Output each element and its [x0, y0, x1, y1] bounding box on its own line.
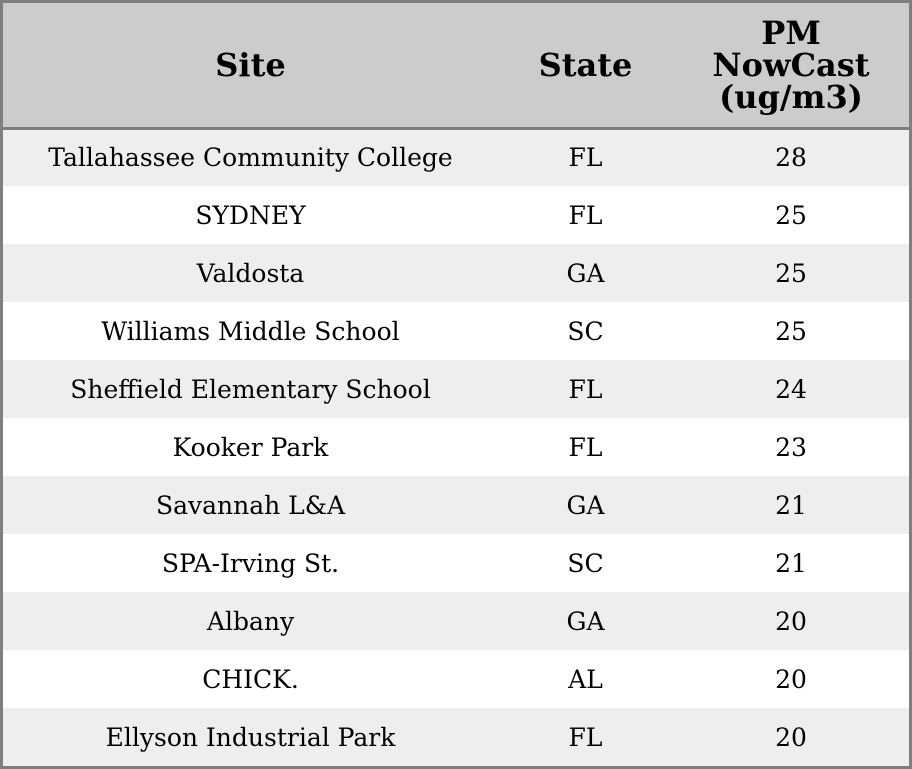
header-pm-line3: (ug/m3)	[719, 77, 863, 116]
cell-site: Tallahassee Community College	[48, 143, 453, 173]
cell-pm: 28	[775, 143, 807, 173]
cell-pm: 21	[775, 548, 807, 578]
cell-site: Albany	[206, 606, 295, 636]
cell-state: SC	[567, 548, 604, 578]
header-row	[3, 3, 909, 128]
cell-site: Savannah L&A	[155, 490, 346, 520]
cell-site: Sheffield Elementary School	[70, 374, 431, 404]
cell-pm: 23	[775, 432, 807, 462]
table-row	[3, 708, 909, 766]
cell-pm: 21	[775, 490, 807, 520]
table-header	[3, 3, 909, 128]
cell-pm: 25	[775, 316, 807, 346]
cell-site: CHICK.	[202, 664, 299, 694]
cell-site: SYDNEY	[195, 200, 306, 230]
cell-site: Kooker Park	[172, 432, 329, 462]
cell-pm: 25	[775, 200, 807, 230]
cell-state: FL	[568, 143, 603, 173]
cell-state: FL	[568, 722, 603, 752]
cell-pm: 25	[775, 258, 807, 288]
table-row	[3, 186, 909, 244]
column-header-state: State	[498, 3, 673, 128]
cell-state: AL	[568, 664, 603, 694]
cell-site: Valdosta	[196, 258, 305, 288]
table-row	[3, 128, 909, 186]
cell-state: FL	[568, 200, 603, 230]
cell-pm: 20	[775, 606, 807, 636]
cell-site: Williams Middle School	[101, 316, 400, 346]
cell-state: FL	[568, 432, 603, 462]
table-row	[3, 418, 909, 476]
cell-pm: 24	[775, 374, 807, 404]
header-pm-line1: PM	[761, 13, 821, 52]
pm-nowcast-table	[3, 3, 909, 766]
table-row	[3, 302, 909, 360]
table-row	[3, 244, 909, 302]
cell-pm: 20	[775, 664, 807, 694]
cell-state: SC	[567, 316, 604, 346]
header-pm-line2: NowCast	[712, 45, 870, 84]
cell-state: GA	[566, 258, 605, 288]
table-row	[3, 476, 909, 534]
cell-pm: 20	[775, 722, 807, 752]
table-row	[3, 592, 909, 650]
column-header-pm-nowcast	[673, 3, 909, 128]
cell-site: SPA-Irving St.	[161, 548, 340, 578]
cell-state: GA	[566, 490, 605, 520]
cell-state: FL	[568, 374, 603, 404]
table-row	[3, 534, 909, 592]
table-row	[3, 650, 909, 708]
table-body	[3, 128, 909, 766]
cell-state: GA	[566, 606, 605, 636]
table-row	[3, 360, 909, 418]
column-header-site: Site	[3, 3, 498, 128]
cell-site: Ellyson Industrial Park	[105, 722, 396, 752]
